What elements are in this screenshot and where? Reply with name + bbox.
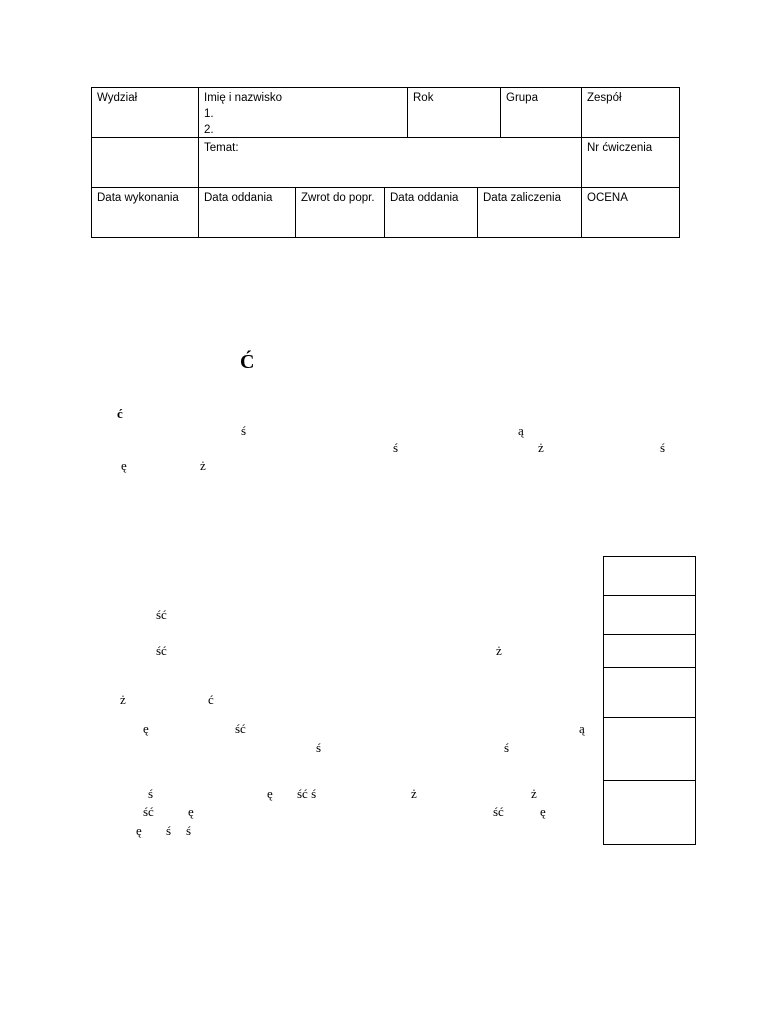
intro-glyph: ą (518, 423, 524, 438)
intro-glyph: ż (538, 440, 544, 455)
intro-glyph: ś (241, 423, 247, 438)
grade-box-divider (603, 595, 696, 596)
grade-box-divider (603, 780, 696, 781)
table-border-bottom (91, 237, 680, 238)
cell-data-oddania: Data oddania (204, 192, 273, 204)
item-glyph: ż (496, 643, 502, 658)
item-glyph: ę (267, 786, 273, 801)
item-glyph: ść (235, 721, 246, 736)
cell-imie-nazwisko (198, 87, 407, 141)
intro-glyph: ś (660, 440, 666, 455)
intro-glyph: ż (200, 458, 206, 473)
grade-box-divider (603, 667, 696, 668)
cell-data-wykonania: Data wykonania (97, 192, 179, 204)
cell-zespol: Zespół (587, 92, 622, 104)
item-glyph: ę (188, 804, 194, 819)
title-glyph: Ć (240, 351, 255, 373)
item-glyph: ą (579, 721, 585, 736)
item-glyph: ść ś (297, 786, 317, 801)
intro-glyph: ć (117, 406, 123, 421)
cell-zwrot-do-popr: Zwrot do popr. (301, 192, 375, 204)
cell-temat: Temat: (204, 142, 239, 154)
cell-data-oddania-2: Data oddania (390, 192, 459, 204)
student-2: 2. (204, 124, 214, 136)
intro-glyph: ę (121, 458, 127, 473)
grade-box-divider (603, 634, 696, 635)
label-imie-nazwisko: Imię i nazwisko (204, 92, 282, 104)
item-glyph: ć (208, 692, 214, 707)
cell-nr-cwiczenia: Nr ćwiczenia (587, 142, 653, 154)
item-glyph: ść (493, 804, 504, 819)
item-glyph: ś (504, 740, 510, 755)
item-glyph: ę (540, 804, 546, 819)
grade-box-divider (603, 717, 696, 718)
item-glyph: ę (143, 721, 149, 736)
student-1: 1. (204, 108, 214, 120)
item-glyph: ę (136, 823, 142, 838)
item-glyph: ść (143, 804, 154, 819)
item-glyph: ż (411, 786, 417, 801)
table-border-right (679, 87, 680, 238)
item-glyph: ś (166, 823, 172, 838)
cell-rok: Rok (413, 92, 434, 104)
cell-grupa: Grupa (506, 92, 538, 104)
item-glyph: ś (148, 786, 154, 801)
item-glyph: ż (531, 786, 537, 801)
grade-box-frame (603, 556, 696, 845)
item-glyph: ść (156, 643, 167, 658)
item-glyph: ść (156, 607, 167, 622)
grade-box-column (603, 556, 696, 845)
cell-data-zaliczenia: Data zaliczenia (483, 192, 561, 204)
cell-wydzial: Wydział (97, 92, 138, 104)
table-border-left (91, 87, 92, 238)
header-table (91, 87, 680, 238)
intro-glyph: ś (393, 440, 399, 455)
cell-ocena: OCENA (587, 192, 628, 204)
item-glyph: ś (186, 823, 192, 838)
item-glyph: ż (120, 692, 126, 707)
item-glyph: ś (316, 740, 322, 755)
